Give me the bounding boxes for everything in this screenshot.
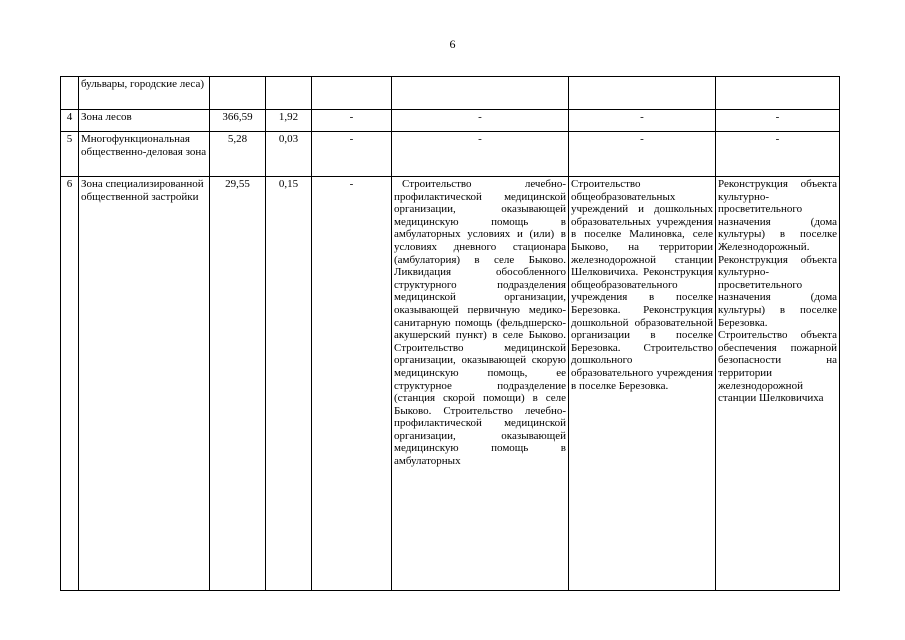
col4-cell: - xyxy=(312,177,392,591)
area-cell xyxy=(210,77,266,110)
table-row xyxy=(61,110,840,132)
table-row xyxy=(61,132,840,177)
row-number-cell: 5 xyxy=(61,132,79,177)
col7-cell: - xyxy=(716,110,840,132)
culture-safety-measures-text: Реконструкция объекта культурно-просветительного назначения (дома культуры) в поселке Железнодорожный. Реконструкция объекта культурно-просветительного назначения (дома культуры) в поселке Березовка. Строительство объекта обеспечения пожарной безопасности на территории железнодорожной станции Шелковичиха xyxy=(718,178,837,405)
row-number-cell xyxy=(61,77,79,110)
col7-cell xyxy=(716,77,840,110)
col5-cell: - xyxy=(392,132,569,177)
col4-cell xyxy=(312,77,392,110)
percent-cell: 0,03 xyxy=(266,132,312,177)
zone-name-cell: Зона лесов xyxy=(79,110,210,132)
col4-cell: - xyxy=(312,110,392,132)
col6-cell: - xyxy=(569,132,716,177)
table-row xyxy=(61,177,840,591)
percent-cell xyxy=(266,77,312,110)
area-cell: 29,55 xyxy=(210,177,266,591)
col5-cell: - xyxy=(392,110,569,132)
area-cell: 5,28 xyxy=(210,132,266,177)
row-number-cell: 6 xyxy=(61,177,79,591)
col7-cell: - xyxy=(716,132,840,177)
page-number: 6 xyxy=(449,37,456,51)
culture-safety-measures-cell xyxy=(716,177,840,591)
zone-name-text: бульвары, городские леса) xyxy=(81,78,204,90)
col5-cell xyxy=(392,77,569,110)
zone-name-cell: Многофункциональная общественно-деловая зона xyxy=(79,132,210,177)
percent-cell: 1,92 xyxy=(266,110,312,132)
col4-cell: - xyxy=(312,132,392,177)
education-measures-cell xyxy=(569,177,716,591)
percent-cell: 0,15 xyxy=(266,177,312,591)
healthcare-measures-cell xyxy=(392,177,569,591)
table-row xyxy=(61,77,840,110)
col6-cell: - xyxy=(569,110,716,132)
education-measures-text: Строительство общеобразовательных учреждений и дошкольных образовательных учреждения в поселке Малиновка, селе Быково, на территории железнодорожной станции Шелковичиха. Реконструкция общеобразовательного учреждения в поселке Березовка. Реконструкция дошкольной образовательной организации в поселке Березовка. Строительство дошкольного образовательного учреждения в поселке Березовка. xyxy=(571,178,713,392)
zone-name-cell xyxy=(79,77,210,110)
zones-table xyxy=(60,76,840,591)
zone-name-cell: Зона специализированной общественной застройки xyxy=(79,177,210,591)
area-cell: 366,59 xyxy=(210,110,266,132)
row-number-cell: 4 xyxy=(61,110,79,132)
healthcare-measures-text: Строительство лечебно-профилактической медицинской организации, оказывающей медицинскую помощь в амбулаторных условиях и (или) в условиях дневного стационара (амбулатория) в селе Быково. Ликвидация обособленного структурного подразделения медицинской организации, оказывающей первичную медико-санитарную помощь (фельдшерско-акушерский пункт) в селе Быково. Строительство медицинской организации, оказывающей скорую медицинскую помощь, ее структурное подразделение (станция скорой помощи) в селе Быково. Строительство лечебно-профилактической медицинской организации, оказывающей медицинскую помощь в амбулаторных xyxy=(394,178,566,468)
col6-cell xyxy=(569,77,716,110)
